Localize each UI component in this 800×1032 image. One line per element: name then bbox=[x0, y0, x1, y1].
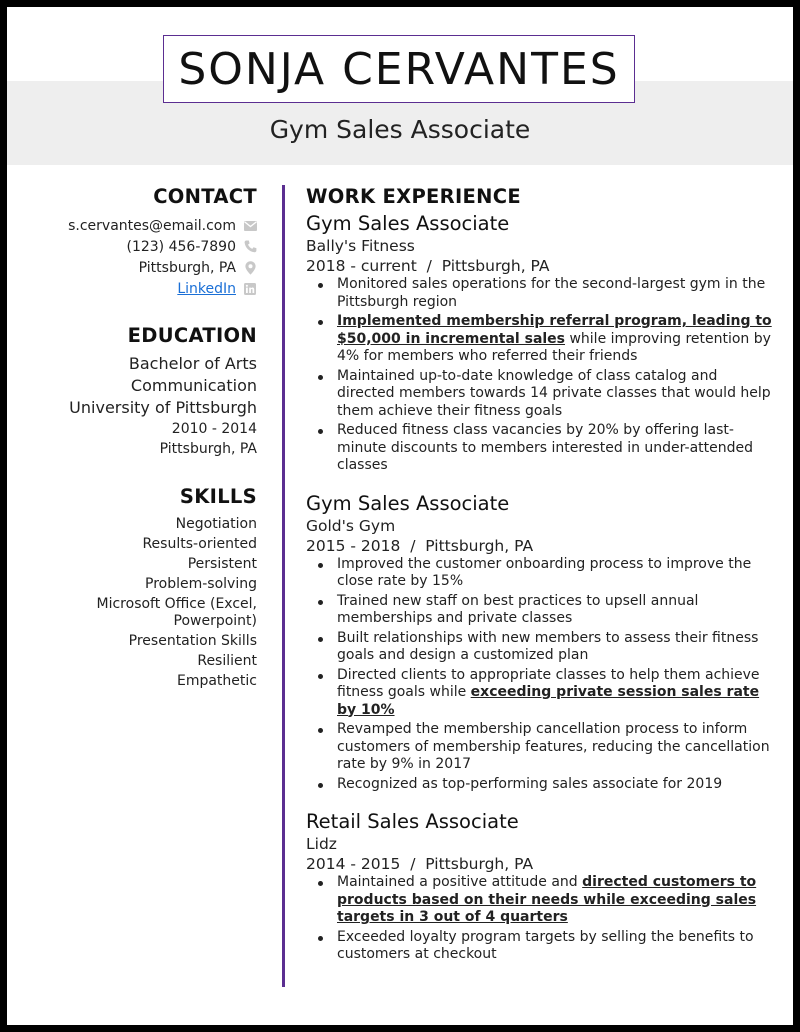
job-bullets bbox=[306, 276, 776, 475]
bullet-item: Maintained up-to-date knowledge of class catalog and directed members towards 14 private classes that would help them achieve their fitness goals bbox=[337, 368, 776, 421]
skill-item: Microsoft Office (Excel, Powerpoint) bbox=[96, 596, 257, 629]
skill-item: Problem-solving bbox=[145, 576, 257, 592]
linkedin-icon bbox=[243, 282, 257, 296]
candidate-name: SONJA CERVANTES bbox=[178, 43, 620, 95]
contact-linkedin bbox=[27, 278, 257, 299]
job-entry bbox=[306, 212, 776, 475]
skill-item: Empathetic bbox=[176, 673, 257, 689]
bullet-item: Trained new staff on best practices to upsell annual memberships and private classes bbox=[337, 593, 776, 628]
resume-page bbox=[7, 7, 793, 1025]
location-text: Pittsburgh, PA bbox=[138, 259, 236, 276]
highlight-text: directed customers to products based on their needs while exceeding sales targets in 3 out of 4 quarters bbox=[337, 874, 757, 925]
bullet-item: Monitored sales operations for the second-largest gym in the Pittsburgh region bbox=[337, 276, 776, 311]
job-entry bbox=[306, 492, 776, 794]
bullet-item: Reduced fitness class vacancies by 20% by offering last-minute discounts to members interested in under-attended classes bbox=[337, 422, 776, 475]
job-dates: 2018 - current / Pittsburgh, PA bbox=[306, 257, 550, 275]
job-title: Retail Sales Associate bbox=[306, 810, 519, 833]
bullet-item: Implemented membership referral program, leading to $50,000 in incremental sales while improving retention by 4% for members who referred their friends bbox=[337, 313, 776, 366]
job-entry bbox=[306, 810, 776, 964]
contact-heading: CONTACT bbox=[153, 185, 257, 208]
skills-heading: SKILLS bbox=[179, 485, 257, 508]
highlight-text: exceeding private session sales rate by 10% bbox=[337, 684, 760, 718]
job-dates: 2014 - 2015 / Pittsburgh, PA bbox=[306, 855, 534, 873]
skill-item: Results-oriented bbox=[142, 536, 257, 552]
contact-email bbox=[27, 215, 257, 236]
skill-item: Persistent bbox=[187, 556, 257, 572]
degree: Bachelor of Arts bbox=[128, 354, 257, 373]
job-bullets bbox=[306, 556, 776, 794]
major: Communication bbox=[130, 376, 257, 395]
right-column bbox=[306, 185, 776, 966]
bullet-item: Improved the customer onboarding process to improve the close rate by 15% bbox=[337, 556, 776, 591]
left-column bbox=[27, 185, 257, 693]
highlight-text: Implemented membership referral program, leading to $50,000 in incremental sales bbox=[337, 313, 772, 347]
phone-icon bbox=[243, 240, 257, 254]
job-title-heading: Gym Sales Associate bbox=[269, 115, 531, 144]
map-pin-icon bbox=[243, 261, 257, 275]
column-divider bbox=[282, 185, 285, 987]
skill-item: Resilient bbox=[197, 653, 257, 669]
contact-phone bbox=[27, 236, 257, 257]
bullet-item: Directed clients to appropriate classes to help them achieve fitness goals while exceeding private session sales rate by 10% bbox=[337, 667, 776, 720]
bullet-item: Recognized as top-performing sales associate for 2019 bbox=[337, 776, 776, 794]
bullet-item: Exceeded loyalty program targets by selling the benefits to customers at checkout bbox=[337, 929, 776, 964]
education-years: 2010 - 2014 bbox=[171, 421, 257, 437]
company-name: Gold's Gym bbox=[306, 516, 396, 535]
phone-text: (123) 456-7890 bbox=[126, 238, 236, 255]
name-box bbox=[163, 35, 635, 103]
education-heading: EDUCATION bbox=[127, 324, 257, 347]
linkedin-link[interactable]: LinkedIn bbox=[177, 280, 236, 297]
company-name: Bally's Fitness bbox=[306, 237, 415, 255]
email-text: s.cervantes@email.com bbox=[68, 217, 236, 234]
envelope-icon bbox=[243, 219, 257, 233]
skill-item: Negotiation bbox=[175, 516, 257, 532]
bullet-item: Built relationships with new members to assess their fitness goals and design a customized plan bbox=[337, 630, 776, 665]
job-bullets bbox=[306, 874, 776, 964]
work-experience-heading: WORK EXPERIENCE bbox=[306, 185, 522, 208]
school: University of Pittsburgh bbox=[69, 398, 257, 417]
skill-item: Presentation Skills bbox=[128, 633, 257, 649]
job-dates: 2015 - 2018 / Pittsburgh, PA bbox=[306, 536, 534, 555]
job-title: Gym Sales Associate bbox=[306, 212, 510, 235]
contact-location bbox=[27, 257, 257, 278]
job-title: Gym Sales Associate bbox=[306, 491, 510, 515]
education-location: Pittsburgh, PA bbox=[159, 441, 257, 457]
bullet-item: Revamped the membership cancellation process to inform customers of membership features, reducing the cancellation rate by 9% in 2017 bbox=[337, 721, 776, 774]
company-name: Lidz bbox=[306, 835, 337, 853]
bullet-item: Maintained a positive attitude and directed customers to products based on their needs while exceeding sales targets in 3 out of 4 quarters bbox=[337, 874, 776, 927]
